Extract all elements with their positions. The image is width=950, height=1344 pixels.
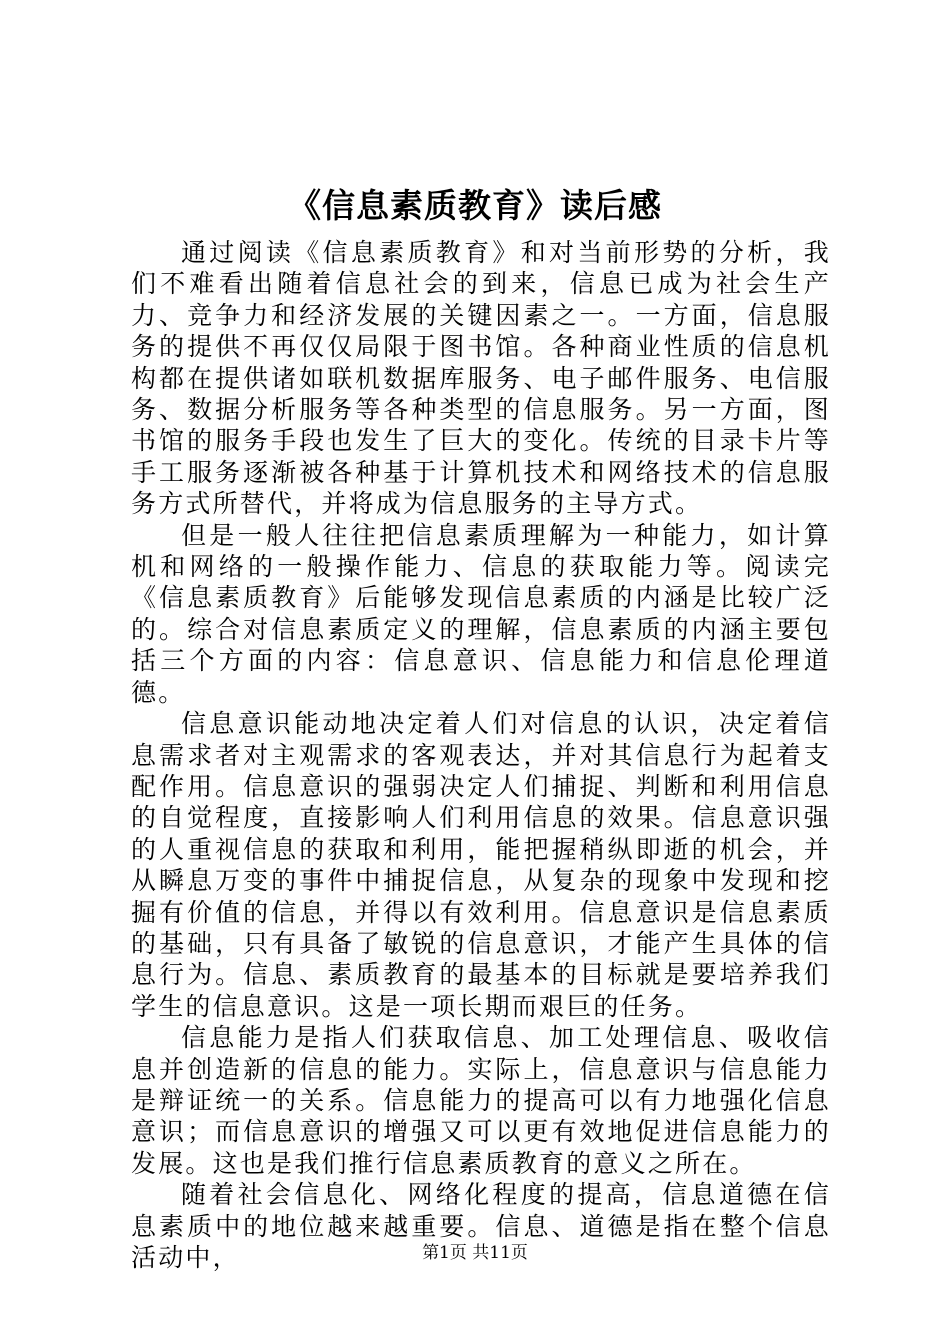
paragraph-3: 信息意识能动地决定着人们对信息的认识，决定着信息需求者对主观需求的客观表达，并对其信息行为起着支配作用。信息意识的强弱决定人们捕捉、判断和利用信息的自觉程度，直接影响人们利用信息的效果。信息意识强的人重视信息的获取和利用，能把握稍纵即逝的机会，并从瞬息万变的事件中捕捉信息，从复杂的现象中发现和挖掘有价值的信息，并得以有效利用。信息意识是信息素质的基础，只有具备了敏锐的信息意识，才能产生具体的信息行为。信息、素质教育的最基本的目标就是要培养我们学生的信息意识。这是一项长期而艰巨的任务。 [131,709,831,1021]
paragraph-5: 随着社会信息化、网络化程度的提高，信息道德在信息素质中的地位越来越重要。信息、道德是指在整个信息活动中， [131,1180,831,1272]
paragraph-2: 但是一般人往往把信息素质理解为一种能力，如计算机和网络的一般操作能力、信息的获取能力等。阅读完《信息素质教育》后能够发现信息素质的内涵是比较广泛的。综合对信息素质定义的理解，信息素质的内涵主要包括三个方面的内容：信息意识、信息能力和信息伦理道德。 [131,520,831,707]
page-footer: 第1页 共11页 [422,1243,528,1263]
document-title: 《信息素质教育》读后感 [288,186,662,225]
document-body [131,237,831,1273]
paragraph-1: 通过阅读《信息素质教育》和对当前形势的分析，我们不难看出随着信息社会的到来，信息已成为社会生产力、竞争力和经济发展的关键因素之一。一方面，信息服务的提供不再仅仅局限于图书馆。各种商业性质的信息机构都在提供诸如联机数据库服务、电子邮件服务、电信服务、数据分析服务等各种类型的信息服务。另一方面，图书馆的服务手段也发生了巨大的变化。传统的目录卡片等手工服务逐渐被各种基于计算机技术和网络技术的信息服务方式所替代，并将成为信息服务的主导方式。 [131,238,831,519]
paragraph-4: 信息能力是指人们获取信息、加工处理信息、吸收信息并创造新的信息的能力。实际上，信息意识与信息能力是辩证统一的关系。信息能力的提高可以有力地强化信息意识；而信息意识的增强又可以更有效地促进信息能力的发展。这也是我们推行信息素质教育的意义之所在。 [131,1023,831,1178]
